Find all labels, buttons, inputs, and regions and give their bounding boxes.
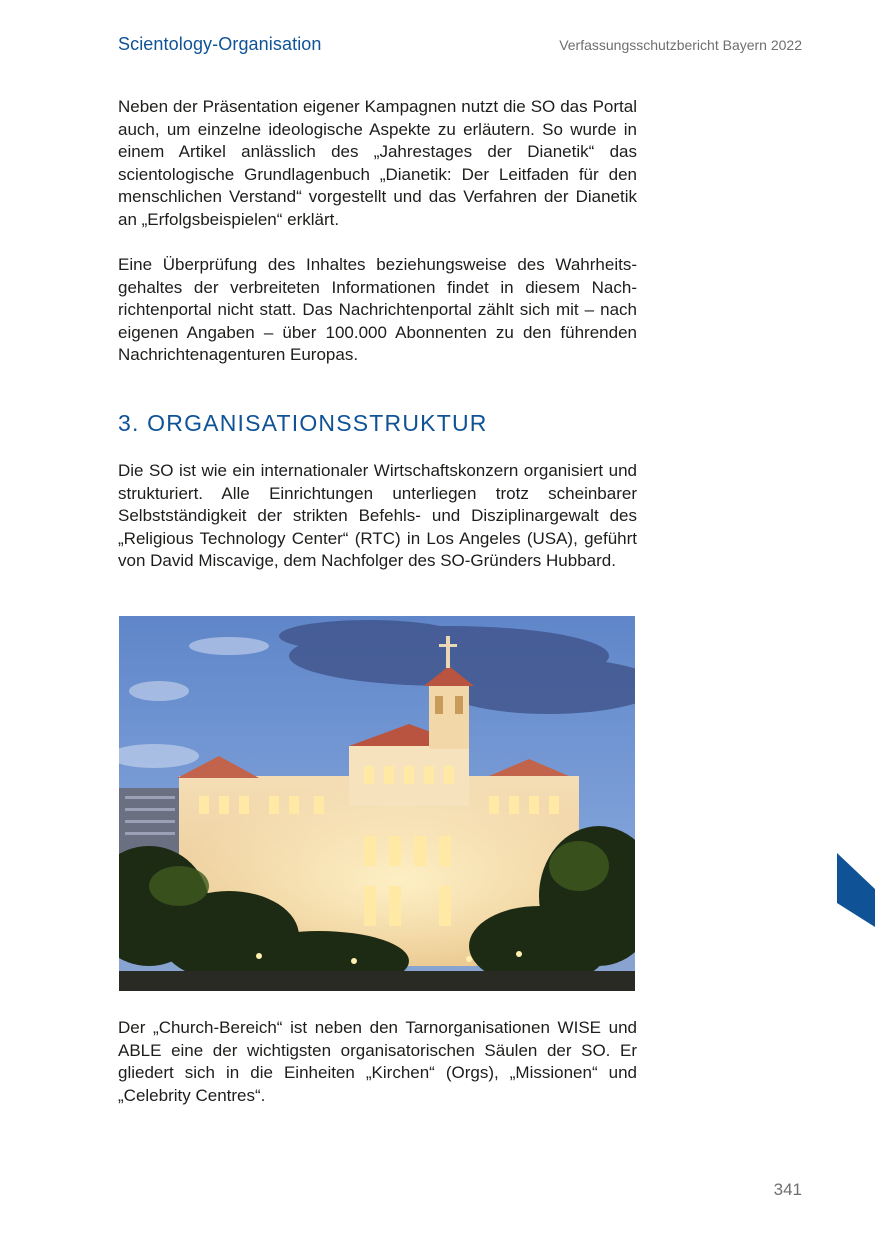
chapter-tab-marker: [837, 853, 875, 927]
body-paragraph: Der „Church-Bereich“ ist neben den Tarnorganisationen WISE und ABLE eine der wichtigsten organisatorischen Säulen der SO. Er gliedert sich in die Einheiten „Kirchen“ (Orgs), „Missionen“ und „Celebrity Centres“.: [118, 1018, 637, 1105]
running-header-section: Scientology-Organisation: [118, 34, 322, 54]
section-heading: 3. ORGANISATIONSSTRUKTUR: [118, 410, 488, 436]
body-paragraph: Neben der Präsentation eigener Kampagnen nutzt die SO das Portal auch, um einzelne ideologische Aspekte zu erläutern. So wurde in einem Artikel anlässlich des „Jahrestages der Dianetik“ das scientologische Grundlagenbuch „Dianetik: Der Leitfaden für den menschlichen Verstand“ vorgestellt und das Verfahren der Dianetik an „Erfolgsbeispielen“ erklärt.: [118, 97, 637, 229]
page-number: 341: [773, 1180, 802, 1199]
running-header-publication: Verfassungsschutzbericht Bayern 2022: [559, 37, 802, 53]
body-paragraph: Eine Überprüfung des Inhaltes beziehungsweise des Wahrheitsgehaltes der verbreiteten Informationen findet in diesem Nachrichtenportal nicht statt. Das Nachrichtenportal zählt sich mit – nach eigenen Angaben – über 100.000 Abonnenten zu den führenden Nachrichtenagenturen Europas.: [118, 255, 637, 365]
building-photo: [119, 616, 635, 991]
body-paragraph: Die SO ist wie ein internationaler Wirtschaftskonzern organisiert und strukturiert. Alle Einrichtungen unterliegen trotz scheinbarer Selbstständigkeit der strikten Befehls- und Disziplinargewalt des „Religious Technology Center“ (RTC) in Los Angeles (USA), geführt von David Miscavige, dem Nachfolger des SO-Gründers Hubbard.: [118, 461, 637, 571]
